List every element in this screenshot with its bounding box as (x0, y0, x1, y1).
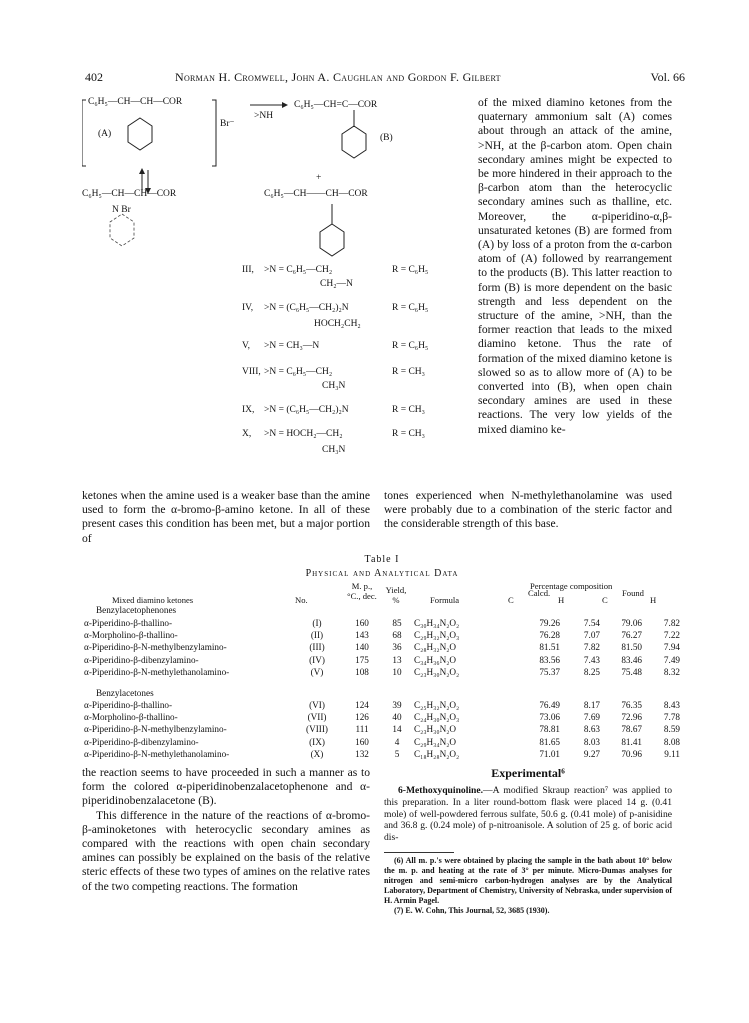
cell: 9.27 (583, 749, 600, 760)
cell: 7.69 (583, 711, 600, 722)
cell: 8.59 (663, 724, 680, 735)
cell: 40 (392, 711, 402, 722)
header-h: H (558, 595, 565, 605)
cell: 68 (392, 629, 402, 640)
cell: 7.22 (663, 629, 680, 640)
header-c: C (602, 595, 608, 605)
cell: 8.32 (663, 667, 680, 678)
cell: α-Piperidino-β-thallino- (84, 699, 173, 710)
header-found: Found (622, 588, 644, 598)
cell: 8.03 (583, 736, 600, 747)
table-row (82, 723, 682, 735)
substituent-row (242, 336, 472, 366)
paragraph: This difference in the nature of the reactions of α-bromo-β-aminoketones with heterocyclic secondary amines as compared with the reactions with open chain secondary amines can possibly be explained on the basis of the relative steric effects of these two types of amines on the relative rates of the two competing reactions. The formation (82, 808, 370, 893)
cell: (III) (309, 642, 325, 653)
right-column-text: of the mixed diamino ketones from the quaternary ammonium salt (A) comes about through an attack of the amine, >NH, at the β-carbon atom. Open chain secondary amines might be expected to be more hindered in their approach to the β-carbon atom than the heterocyclic secondary amines such as thalline, etc. Moreover, the α-piperidino-α,β-unsaturated ketones (B) are formed from (A) by loss of a proton from the α-carbon atom of (A) followed by rearrangement to the products (B). This latter reaction to form (B) is more dependent on the basic strength and less dependent on the structure of the amine, >NH, than the former reaction that leads to the mixed diamino ketone. Thus the rate of formation of the mixed diamino ketone is slowed so as to allow more of (A) to be converted into (B), when open chain secondary amines are used in these reactions. The very low yields of the mixed diamino ke- (478, 96, 672, 436)
cell: α-Morpholino-β-thallino- (84, 711, 178, 722)
cell: 36 (392, 642, 402, 653)
cell: 76.27 (621, 629, 642, 640)
structure-a-label: (A) (98, 129, 112, 139)
cell: 76.28 (539, 629, 560, 640)
cell: C₂₉H₃₂N₂O₃ (414, 629, 460, 640)
cell: 7.78 (663, 711, 680, 722)
table-row (82, 641, 682, 653)
row-sub: CH₃N (322, 445, 346, 455)
cell: 79.26 (539, 617, 560, 628)
cell: 83.46 (621, 654, 642, 665)
cell: 14 (392, 724, 402, 735)
left-bottom-structure: C₆H₅—CH—CH—COR (82, 189, 177, 199)
header-name: Mixed diamino ketones (112, 595, 194, 605)
row-number: IV, (242, 303, 254, 313)
table-title: Table I (364, 554, 400, 565)
row-group: >N = C₆H₅—CH₂ (264, 265, 333, 275)
cell: 7.54 (583, 617, 600, 628)
row-r: R = C₆H₅ (392, 303, 429, 313)
table-row (82, 629, 682, 641)
cell: 108 (355, 667, 369, 678)
row-r: R = CH₃ (392, 367, 425, 377)
table-row (82, 616, 682, 628)
cell: (I) (312, 617, 322, 628)
row-group: >N = (C₆H₅—CH₂)₂N (264, 405, 349, 415)
cell: 8.63 (583, 724, 600, 735)
cell: (VII) (307, 711, 327, 722)
row-number: V, (242, 341, 251, 351)
header-h: H (650, 595, 657, 605)
cell: (X) (310, 749, 324, 760)
cell: 8.08 (663, 736, 680, 747)
table-row (82, 748, 682, 760)
row-group: >N = CH₃—N (264, 341, 320, 351)
cell: C₂₃H₃₀N₂O (414, 724, 457, 735)
left-span-text: ketones when the amine used is a weaker base than the amine used to form the α-bromo-β-amino ketone. In all of these present cases this condition has been met, but a major portion of (82, 489, 370, 545)
row-r: R = CH₃ (392, 429, 425, 439)
cell: 78.81 (539, 724, 560, 735)
row-group: >N = HOCH₂—CH₂ (264, 429, 343, 439)
right-span-text: tones experienced when N-methylethanolamine was used were probably due to a combination of the steric factor and the considerable strength of this base. (384, 489, 672, 531)
cell: 78.67 (621, 724, 642, 735)
cell: 4 (394, 736, 400, 747)
cell: 76.49 (539, 699, 560, 710)
table-row (82, 711, 682, 723)
experimental-section (384, 766, 672, 916)
cell: α-Piperidino-β-N-methylbenzylamino- (84, 724, 227, 735)
cell: 75.48 (621, 667, 642, 678)
cell: 7.43 (583, 654, 600, 665)
cell: α-Piperidino-β-dibenzylamino- (84, 736, 199, 747)
cell: 75.37 (539, 667, 560, 678)
header-calcd: Calcd. (528, 588, 551, 598)
footnote-7: (7) E. W. Cohn, This Journal, 52, 3685 (1930). (394, 905, 550, 915)
footnote-rule (384, 852, 454, 853)
cell: 160 (355, 736, 369, 747)
structure-a-top: C₆H₅—CH—CH—COR (88, 97, 183, 107)
cell: 76.35 (621, 699, 642, 710)
experimental-paragraph (384, 785, 672, 844)
reaction-scheme (82, 96, 472, 486)
table-group-row (82, 604, 682, 616)
group-label: Benzylacetophenones (96, 605, 177, 616)
cell: (IV) (309, 654, 325, 665)
row-r: R = CH₃ (392, 405, 425, 415)
plus-sign: + (316, 173, 322, 183)
cell: 13 (392, 654, 402, 665)
cell: 83.56 (539, 654, 560, 665)
row-number: VIII, (242, 367, 261, 377)
bottom-left-text (82, 766, 370, 894)
cell: 81.50 (621, 642, 642, 653)
cell: 81.65 (539, 736, 560, 747)
header-no: No. (295, 595, 308, 605)
authors: Norman H. Cromwell, John A. Caughlan and Gordon F. Gilbert (175, 70, 501, 84)
substituent-row (242, 264, 472, 298)
cell: 8.43 (663, 699, 680, 710)
substituent-row (242, 400, 472, 428)
section-title: Experimental⁶ (491, 766, 565, 780)
cell: C₁₈H₂₈N₂O₂ (414, 749, 460, 760)
cell: C₃₀H₃₄N₂O₂ (414, 617, 460, 628)
substituent-row (242, 366, 472, 400)
cell: α-Piperidino-β-N-methylbenzylamino- (84, 642, 227, 653)
substituent-list (242, 264, 472, 462)
cell: C₃₄H₃₆N₂O (414, 654, 457, 665)
cell: 7.49 (663, 654, 680, 665)
cell: 124 (355, 699, 369, 710)
table-row (82, 698, 682, 710)
cell: 81.41 (621, 736, 642, 747)
row-number: X, (242, 429, 252, 439)
cell: 140 (355, 642, 369, 653)
cell: 7.82 (663, 617, 680, 628)
row-r: R = C₆H₅ (392, 265, 429, 275)
cell: 73.06 (539, 711, 560, 722)
row-sub: CH₂—N (320, 279, 353, 289)
cell: 175 (355, 654, 369, 665)
experimental-text: —A modified Skraup reaction⁷ was applied to this preparation. In a liter round-bottom flask were placed 14 g. (0.41 mole) of well-powdered ferrous sulfate, 50.6 g. (0.41 mole) of p-anisidine and 36.8 g. (0.24 mole) of p-nitroanisole. A solution of 25 g. of boric acid dis- (384, 785, 672, 844)
table-subtitle: Physical and Analytical Data (305, 568, 459, 579)
cell: 39 (392, 699, 402, 710)
cell: 160 (355, 617, 369, 628)
left-bottom-n: N Br (112, 205, 131, 215)
cell: 8.25 (583, 667, 600, 678)
structure-b-top: C₆H₅—CH=C—COR (294, 100, 378, 110)
structure-b-label: (B) (380, 133, 393, 143)
cell: α-Piperidino-β-N-methylethanolamino- (84, 667, 230, 678)
row-number: III, (242, 265, 254, 275)
cell: C₂₄H₃₀N₂O₃ (414, 711, 460, 722)
header-percentage: Percentage composition (530, 581, 613, 591)
cell: 85 (392, 617, 402, 628)
cell: 70.96 (621, 749, 642, 760)
cell: 71.01 (539, 749, 560, 760)
table-row (82, 736, 682, 748)
cell: α-Piperidino-β-thallino- (84, 617, 173, 628)
header-formula: Formula (430, 595, 460, 605)
footnote-6: (6) All m. p.'s were obtained by placing the sample in the bath about 10° below the m. p. and heating at the rate of 3° per minute. Micro-Dumas analyses for nitrogen and semi-micro carbon-hydrogen analyses are by the Analytical Laboratory, Department of Chemistry, University of Nebraska, under supervision of H. Armin Pagel. (384, 855, 672, 905)
cell: 72.96 (621, 711, 642, 722)
row-number: IX, (242, 405, 255, 415)
row-sub: CH₃N (322, 381, 346, 391)
cell: 8.17 (583, 699, 600, 710)
volume: Vol. 66 (650, 70, 685, 84)
header-mp: M. p., °C., dec. (347, 581, 377, 601)
row-sub: HOCH₂CH₂ (314, 319, 361, 329)
cell: 10 (392, 667, 402, 678)
substituent-row (242, 428, 472, 462)
cell: (VI) (309, 699, 325, 710)
table-row (82, 654, 682, 666)
group-label: Benzylacetones (96, 688, 154, 699)
row-r: R = C₆H₅ (392, 341, 429, 351)
substituent-row (242, 298, 472, 336)
cell: 111 (355, 724, 369, 735)
reagent-amine: >NH (254, 111, 274, 121)
cell: 81.51 (539, 642, 560, 653)
cell: C₂₈H₃₂N₂O (414, 642, 457, 653)
table-group-row (82, 678, 682, 698)
cell: α-Piperidino-β-N-methylethanolamino- (84, 749, 230, 760)
cell: 132 (355, 749, 369, 760)
cell: 7.94 (663, 642, 680, 653)
structure-a-anion: Br⁻ (220, 119, 235, 129)
cell: 126 (355, 711, 369, 722)
cell: C₂₃H₃₀N₂O₂ (414, 667, 460, 678)
cell: 143 (355, 629, 369, 640)
cell: 7.82 (583, 642, 600, 653)
cell: C₂₅H₃₂N₂O₂ (414, 699, 460, 710)
row-group: >N = (C₆H₅—CH₂)₂N (264, 303, 349, 313)
cell: 5 (394, 749, 400, 760)
cell: 79.06 (621, 617, 642, 628)
cell: (IX) (309, 736, 325, 747)
cell: (V) (310, 667, 324, 678)
cell: (II) (310, 629, 324, 640)
paragraph: the reaction seems to have proceeded in such a manner as to form the colored α-piperidinobenzalacetophenone and α-piperidinobenzalacetone (B). (82, 766, 370, 808)
page-number: 402 (85, 70, 103, 84)
table-row (82, 666, 682, 678)
cell: 7.07 (583, 629, 600, 640)
cell: α-Morpholino-β-thallino- (84, 629, 178, 640)
cell: 9.11 (664, 749, 680, 760)
cell: C₂₉H₃₄N₂O (414, 736, 457, 747)
right-bottom-structure: C₆H₅—CH——CH—COR (264, 189, 368, 199)
cell: (VIII) (306, 724, 328, 735)
cell: α-Piperidino-β-dibenzylamino- (84, 654, 199, 665)
data-table (82, 604, 682, 760)
compound-name: 6-Methoxyquinoline. (398, 785, 484, 796)
header-yield: Yield, % (385, 585, 407, 605)
header-c: C (508, 595, 514, 605)
row-group: >N = C₆H₅—CH₂ (264, 367, 333, 377)
